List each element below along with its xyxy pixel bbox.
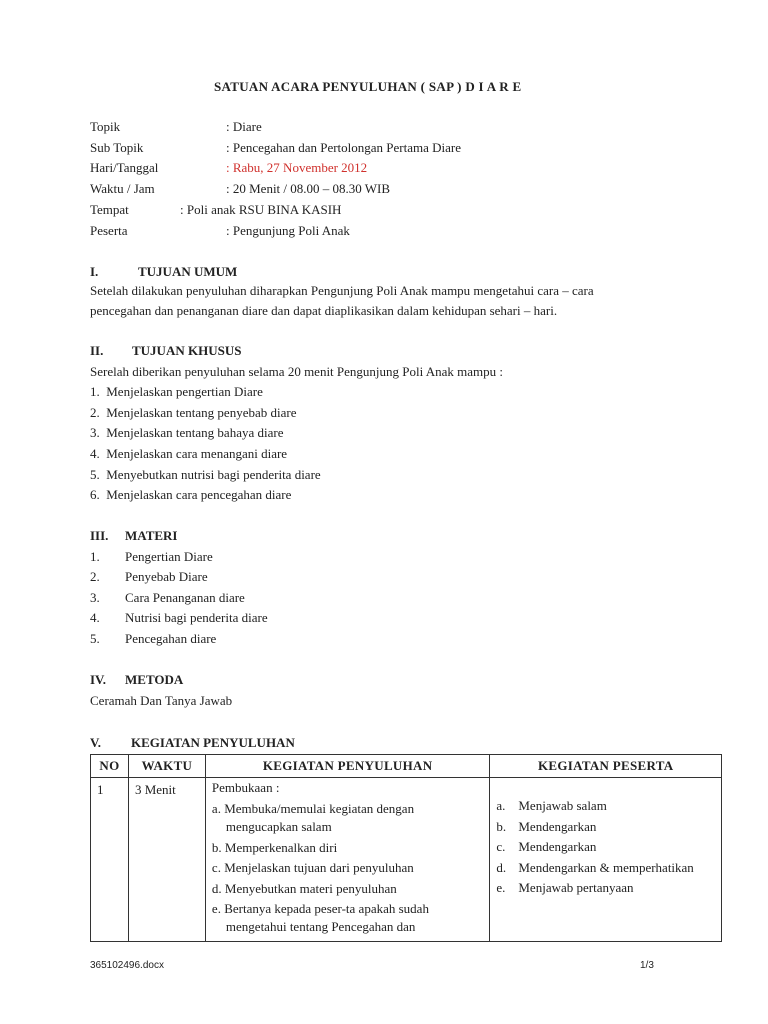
list-item: d. Menyebutkan materi penyuluhan (211, 880, 397, 896)
header-no: NO (91, 755, 129, 778)
list-item (496, 817, 715, 838)
list-item: e. Bertanya kepada peser-ta apakah sudah mengetahui tentang Pencegahan dan (211, 901, 429, 934)
list-item: Pengertian Diare (125, 549, 213, 564)
list-marker: d. (496, 859, 507, 875)
info-label: Waktu / Jam (90, 181, 155, 196)
info-label: Topik (90, 119, 121, 134)
list-item: 1. Menjelaskan pengertian Diare (90, 384, 263, 399)
list-marker: b. (496, 818, 507, 834)
section-number: III. (90, 528, 109, 543)
info-label: Tempat (90, 202, 129, 217)
cell-waktu: 3 Menit (128, 778, 205, 942)
list-item: Cara Penanganan diare (125, 590, 245, 605)
list-item (496, 796, 715, 817)
list-text: Menjawab pertanyaan (518, 880, 634, 895)
section-heading: TUJUAN KHUSUS (132, 343, 242, 358)
list-item: c. Menjelaskan tujuan dari penyuluhan (211, 860, 414, 875)
info-value: : Diare (226, 119, 262, 134)
list-item: Penyebab Diare (125, 569, 208, 584)
cell-peserta (490, 778, 722, 942)
section-number: II. (90, 343, 104, 358)
list-item (496, 837, 715, 858)
info-value: : Poli anak RSU BINA KASIH (180, 202, 342, 217)
section-heading: TUJUAN UMUM (138, 264, 238, 279)
cell-kegiatan (205, 778, 489, 942)
list-item: 6. Menjelaskan cara pencegahan diare (90, 487, 292, 502)
section-number: IV. (90, 672, 107, 687)
info-label: Peserta (90, 223, 128, 238)
list-number: 5. (90, 631, 100, 646)
list-item: 3. Menjelaskan tentang bahaya diare (90, 425, 284, 440)
header-kegiatan-peserta: KEGIATAN PESERTA (490, 755, 722, 778)
list-item: Pencegahan diare (125, 631, 217, 646)
section-number: I. (90, 264, 99, 279)
list-number: 2. (90, 569, 100, 584)
info-value: : Pencegahan dan Pertolongan Pertama Diare (226, 140, 461, 155)
list-text: Mendengarkan (518, 839, 597, 854)
section-heading: MATERI (125, 528, 178, 543)
header-kegiatan-penyuluhan: KEGIATAN PENYULUHAN (205, 755, 489, 778)
footer-filename: 365102496.docx (90, 960, 164, 971)
list-item: Nutrisi bagi penderita diare (125, 610, 268, 625)
cell-no: 1 (91, 778, 129, 942)
section-heading: METODA (125, 672, 184, 687)
footer-page-number: 1/3 (640, 960, 654, 971)
info-value: : 20 Menit / 08.00 – 08.30 WIB (226, 181, 391, 196)
info-label: Sub Topik (90, 140, 144, 155)
list-marker: e. (496, 880, 506, 895)
header-waktu: WAKTU (128, 755, 205, 778)
list-text: Mendengarkan & memperhatikan (518, 859, 694, 875)
list-item (496, 858, 715, 879)
list-item: b. Memperkenalkan diri (211, 839, 338, 855)
document-title: SATUAN ACARA PENYULUHAN ( SAP ) D I A R E (214, 79, 522, 94)
paragraph-line: pencegahan dan penanganan diare dan dapat diaplikasikan dalam kehidupan sehari – hari. (90, 303, 558, 318)
cell-heading: Pembukaan : (211, 780, 280, 795)
list-item: 4. Menjelaskan cara menangani diare (90, 446, 288, 461)
list-number: 4. (90, 610, 100, 625)
table-header-row (91, 755, 722, 778)
list-number: 1. (90, 549, 100, 564)
table-row (91, 778, 722, 942)
list-item: 2. Menjelaskan tentang penyebab diare (90, 405, 297, 420)
list-number: 3. (90, 590, 100, 605)
paragraph-line: Serelah diberikan penyuluhan selama 20 menit Pengunjung Poli Anak mampu : (90, 364, 504, 379)
list-item: 5. Menyebutkan nutrisi bagi penderita diare (90, 467, 321, 482)
list-text: Mendengarkan (518, 818, 597, 834)
info-value-date: : Rabu, 27 November 2012 (226, 160, 368, 175)
info-value: : Pengunjung Poli Anak (226, 223, 350, 238)
info-label: Hari/Tanggal (90, 160, 159, 175)
list-text: Menjawab salam (518, 798, 607, 813)
section-heading: KEGIATAN PENYULUHAN (131, 735, 295, 750)
list-marker: a. (496, 798, 506, 813)
list-marker: c. (496, 839, 506, 854)
section-number: V. (90, 735, 101, 750)
activity-table (90, 754, 722, 942)
list-item: a. Membuka/memulai kegiatan dengan mengucapkan salam (211, 801, 415, 834)
list-item (496, 878, 715, 899)
paragraph-line: Setelah dilakukan penyuluhan diharapkan Pengunjung Poli Anak mampu mengetahui cara – cara (90, 283, 594, 298)
paragraph-line: Ceramah Dan Tanya Jawab (90, 693, 233, 708)
